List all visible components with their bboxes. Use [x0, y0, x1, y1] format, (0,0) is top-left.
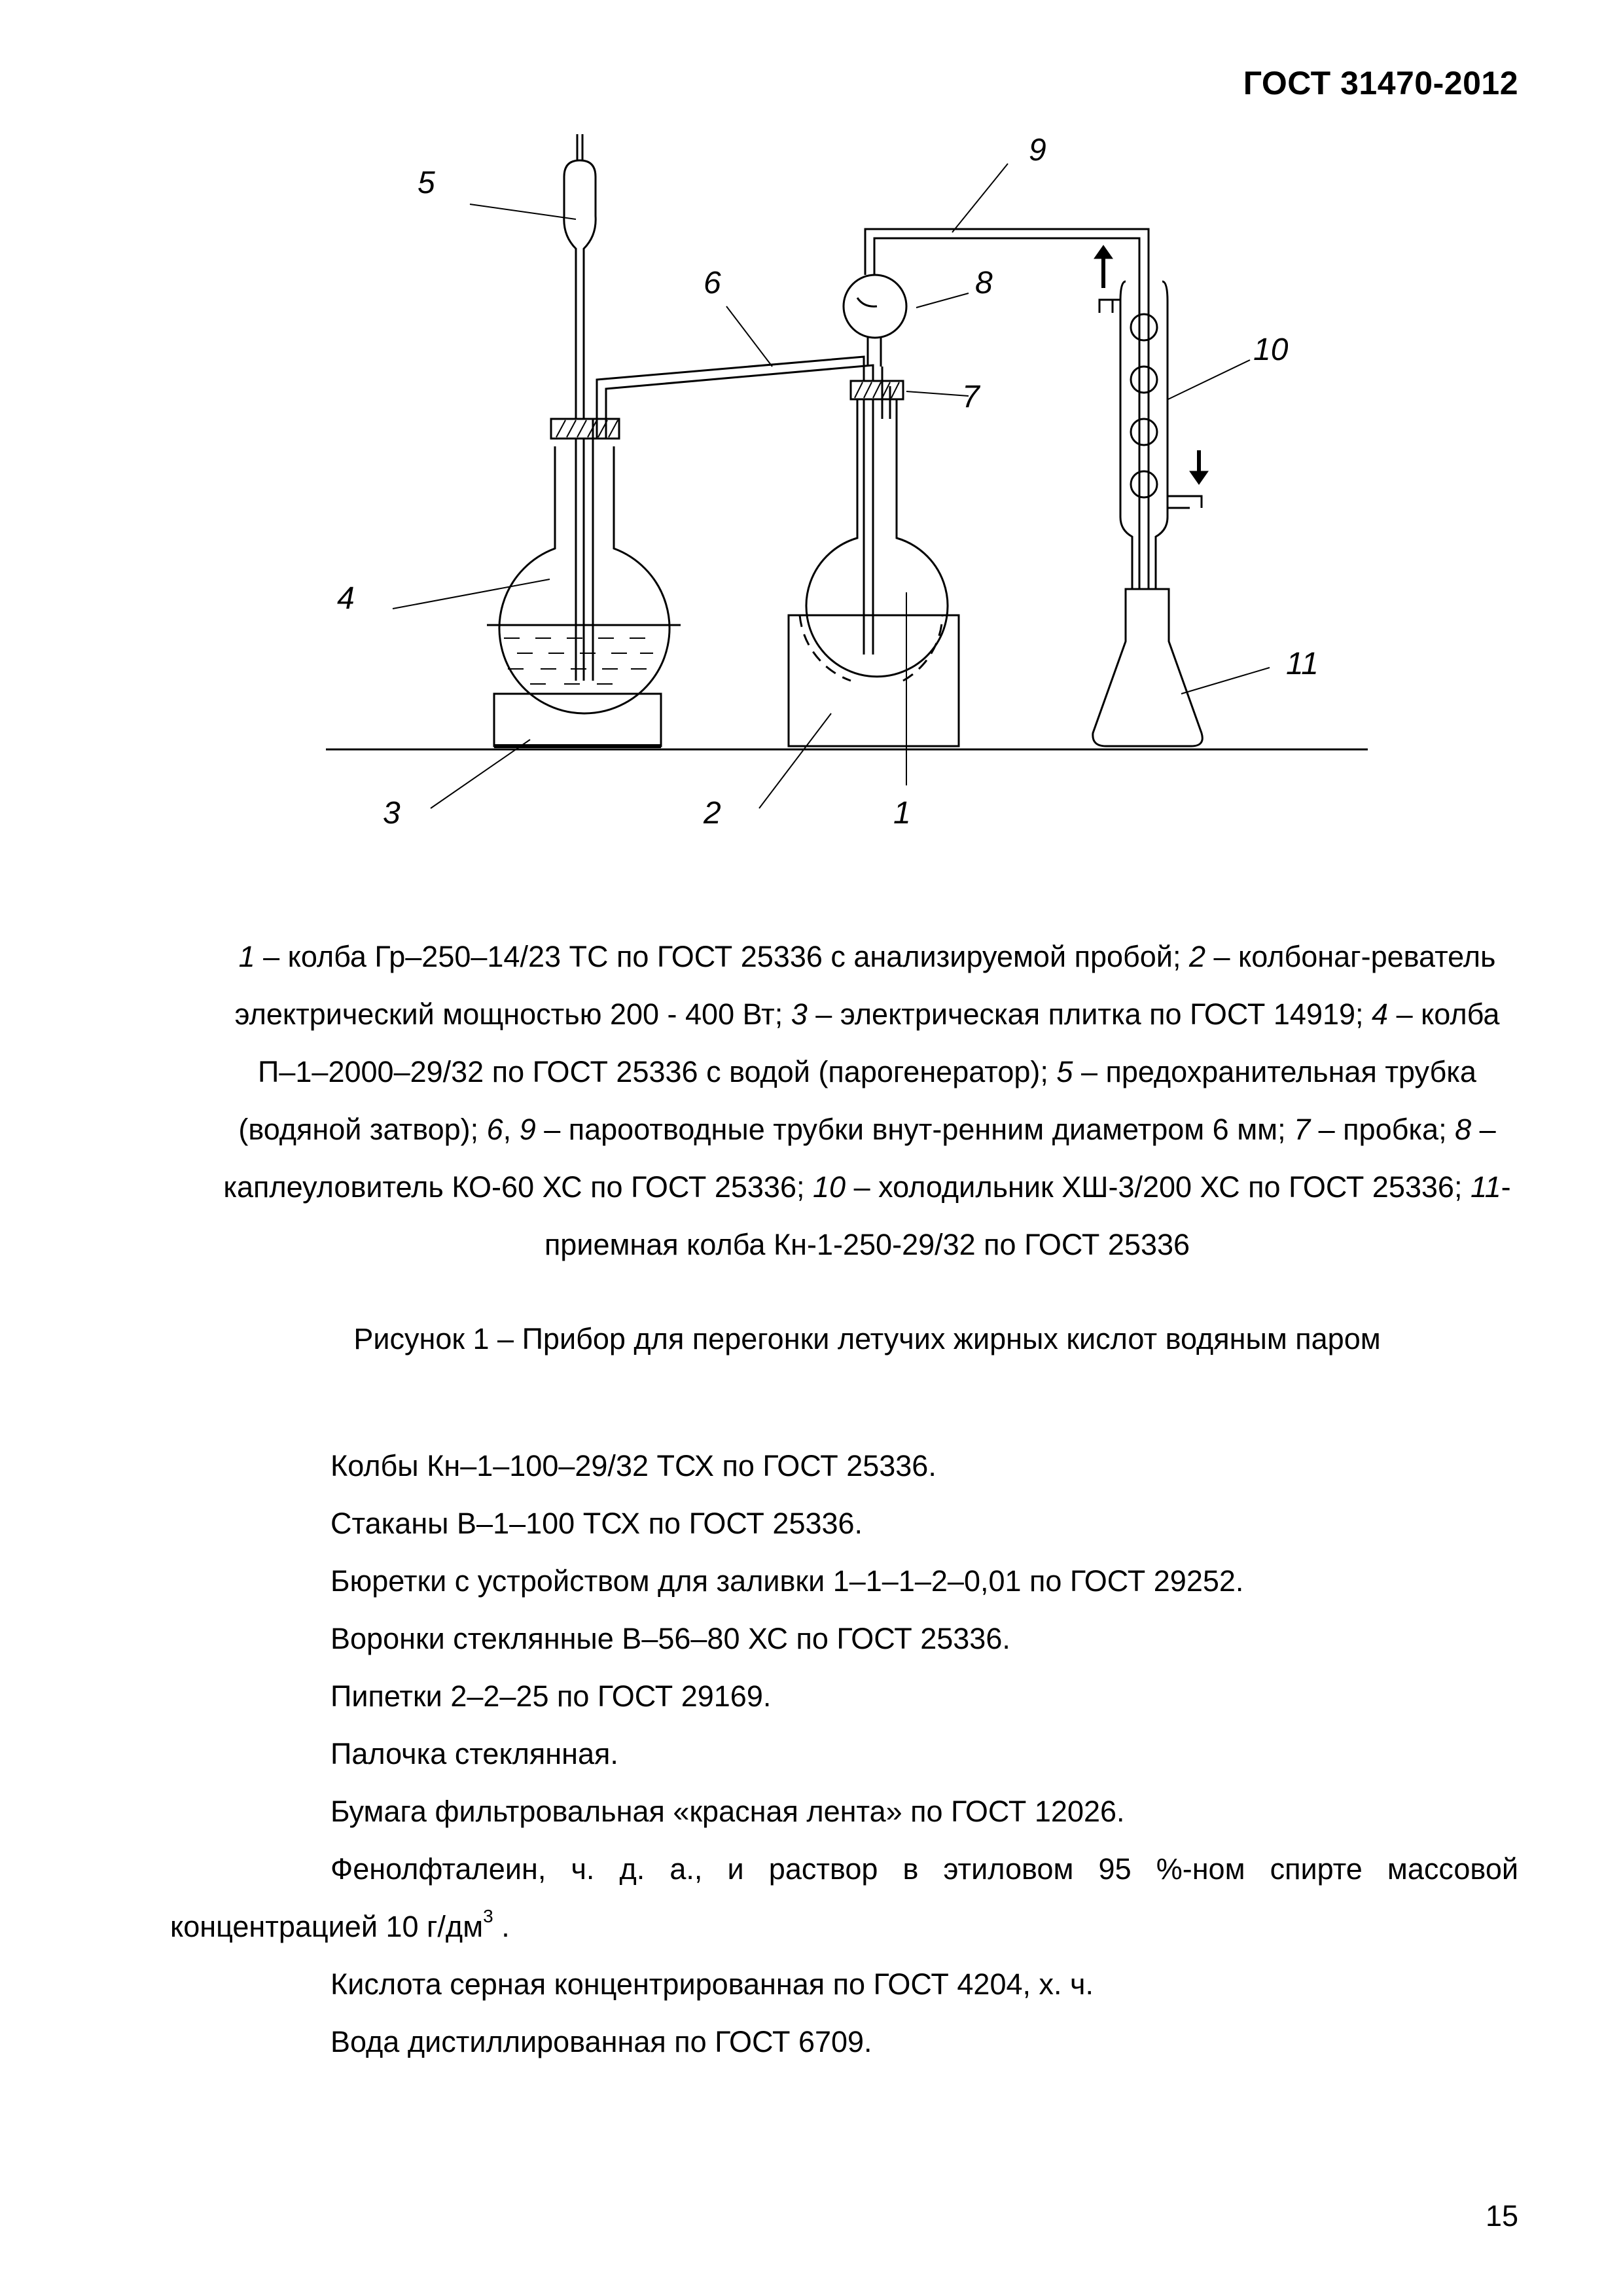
page-number: 15 — [1485, 2199, 1518, 2233]
list-item: Палочка стеклянная. — [330, 1737, 618, 1770]
hotplate — [494, 694, 661, 746]
legend-num: 3 — [791, 997, 808, 1031]
label-6: 6 — [704, 266, 721, 300]
legend-num: 7 — [1294, 1113, 1311, 1146]
list-text: концентрацией 10 г/дм — [170, 1910, 484, 1943]
list-item: Фенолфталеин, ч. д. а., и раствор в этиловом 95 %-ном спирте массовой — [330, 1852, 1518, 1886]
document-code: ГОСТ 31470-2012 — [1243, 65, 1518, 101]
label-8: 8 — [975, 266, 993, 300]
legend-num: 8 — [1455, 1113, 1472, 1146]
legend-text: – электрическая плитка по ГОСТ 14919; — [807, 997, 1372, 1031]
legend-num: 2 — [1188, 940, 1205, 973]
steam-outlet-tube-6 — [597, 357, 873, 439]
label-5: 5 — [418, 166, 435, 200]
legend-text: – колба П–1–2000–29/32 по ГОСТ 25336 с водой (парогенератор); — [258, 997, 1500, 1088]
label-1: 1 — [893, 796, 911, 831]
legend-num: 11 — [1470, 1170, 1501, 1204]
superscript: 3 — [483, 1906, 493, 1926]
label-10: 10 — [1253, 332, 1289, 367]
label-9: 9 — [1029, 133, 1046, 168]
apparatus-diagram — [0, 0, 1623, 877]
legend-text: – каплеуловитель КО-60 ХС по ГОСТ 25336; — [223, 1113, 1496, 1204]
legend-num: 10 — [813, 1170, 846, 1204]
label-2: 2 — [704, 796, 721, 831]
figure-legend — [216, 928, 1518, 1274]
steam-tube-9 — [865, 229, 1149, 589]
legend-text: – пробка; — [1310, 1113, 1455, 1146]
legend-num: 1 — [238, 940, 255, 973]
coolant-in-arrow — [1190, 471, 1208, 484]
label-7: 7 — [962, 380, 980, 414]
list-text: . — [493, 1910, 510, 1943]
list-item: Бюретки с устройством для заливки 1–1–1–2–0,01 по ГОСТ 29252. — [330, 1564, 1244, 1598]
legend-sep: , — [503, 1113, 520, 1146]
legend-text: – холодильник ХШ-3/200 ХС по ГОСТ 25336; — [846, 1170, 1471, 1204]
list-item: Воронки стеклянные В–56–80 ХС по ГОСТ 25336. — [330, 1622, 1010, 1655]
list-item-continuation — [170, 1898, 1518, 1956]
legend-text: - приемная колба Кн-1-250-29/32 по ГОСТ 25336 — [544, 1170, 1511, 1261]
equipment-list — [170, 1437, 1518, 2071]
legend-num: 6 — [486, 1113, 503, 1146]
condenser — [1120, 281, 1168, 589]
list-item: Пипетки 2–2–25 по ГОСТ 29169. — [330, 1679, 772, 1713]
label-11: 11 — [1286, 647, 1319, 681]
legend-text: – пароотводные трубки внут-ренним диаметром 6 мм; — [535, 1113, 1294, 1146]
sample-flask — [806, 393, 948, 677]
list-item: Колбы Кн–1–100–29/32 ТСХ по ГОСТ 25336. — [330, 1449, 936, 1482]
legend-text: – предохранительная трубка (водяной затвор); — [238, 1055, 1476, 1146]
list-item: Кислота серная концентрированная по ГОСТ 4204, х. ч. — [330, 1967, 1094, 2001]
legend-num: 4 — [1372, 997, 1389, 1031]
list-item: Бумага фильтровальная «красная лента» по ГОСТ 12026. — [330, 1795, 1125, 1828]
legend-text: – колбонаг-реватель электрический мощностью 200 - 400 Вт; — [234, 940, 1496, 1031]
legend-num: 9 — [519, 1113, 536, 1146]
figure-title: Рисунок 1 – Прибор для перегонки летучих жирных кислот водяным паром — [353, 1322, 1381, 1355]
label-4: 4 — [337, 581, 355, 616]
legend-num: 5 — [1056, 1055, 1073, 1088]
list-item: Стаканы В–1–100 ТСХ по ГОСТ 25336. — [330, 1507, 863, 1540]
legend-text: – колба Гр–250–14/23 ТС по ГОСТ 25336 с анализируемой пробой; — [255, 940, 1189, 973]
receiving-flask — [1093, 589, 1202, 746]
list-item: Вода дистиллированная по ГОСТ 6709. — [330, 2025, 872, 2058]
label-3: 3 — [383, 796, 401, 831]
